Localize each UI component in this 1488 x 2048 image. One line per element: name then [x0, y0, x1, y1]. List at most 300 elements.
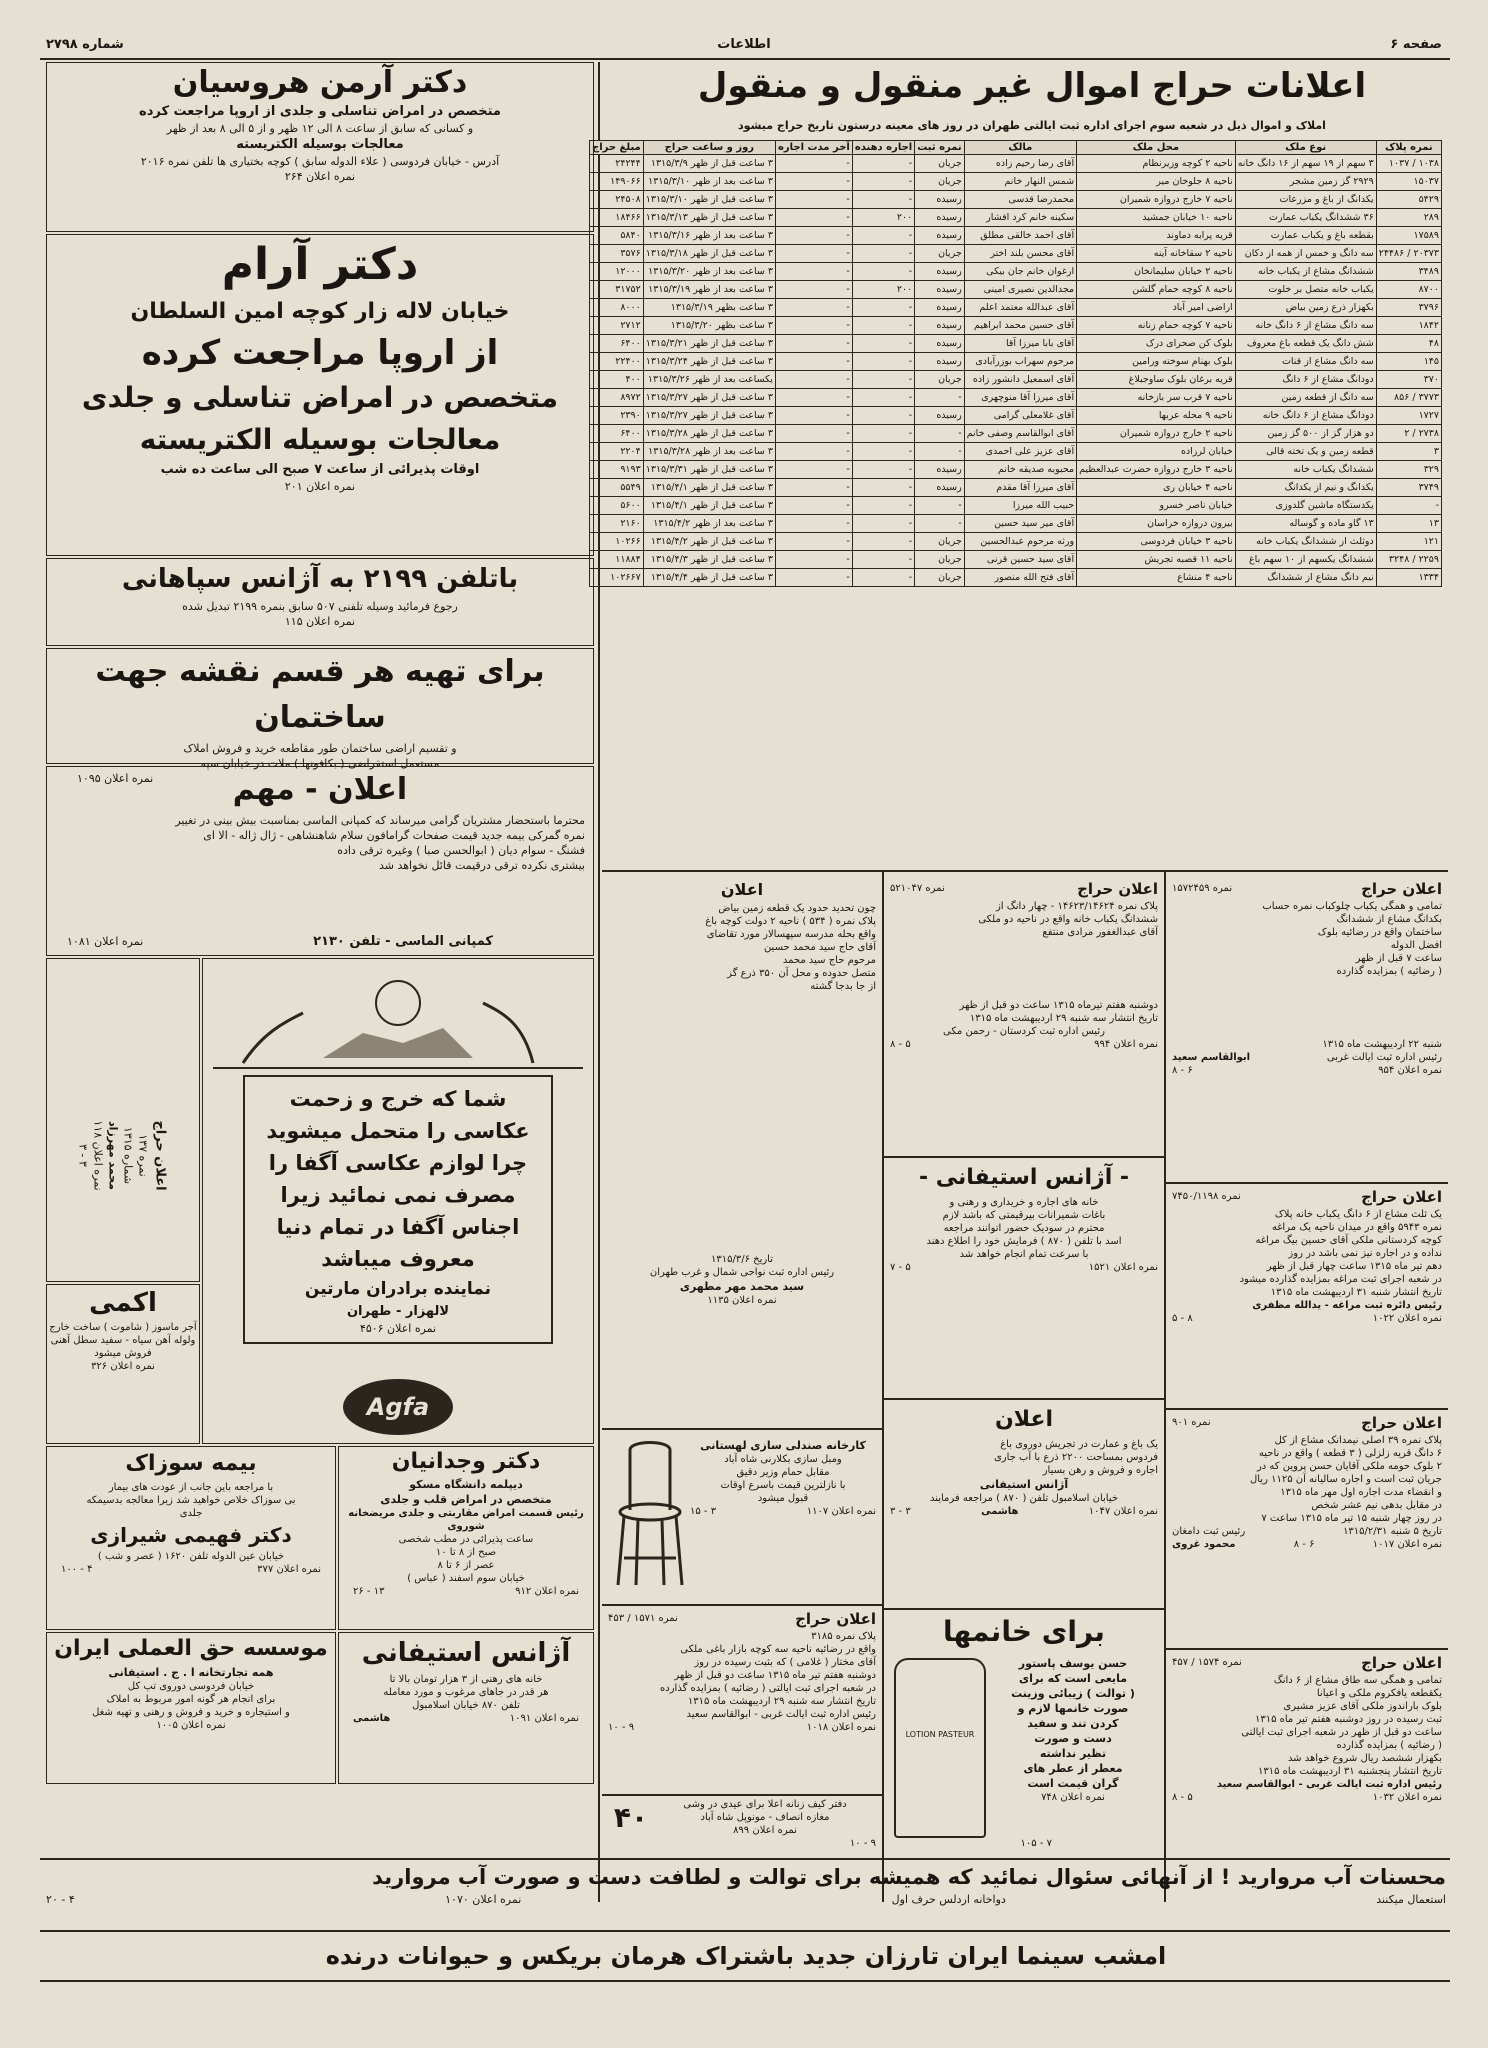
table-row: [590, 209, 1442, 227]
table-cell: ۵۶۰۰: [590, 497, 644, 515]
table-cell: ناحیه ۸ کوچه حمام گلشن: [1077, 281, 1236, 299]
n6-line-6: تاریخ انتشار سه شنبه ۲۹ اردیبهشت ماه ۱۳۱۵: [687, 1696, 876, 1707]
n2-line-2: ششدانگ یکباب خانه واقع در ناحیه دو ملکی: [978, 914, 1158, 925]
n4-number: نمره ۷۴۵۰/۱۱۹۸: [1172, 1191, 1241, 1202]
table-cell: ۶۴۰۰: [590, 425, 644, 443]
n5-line-5: و انقضاء مدت اجاره اول مهر ماه ۱۳۱۵: [1280, 1487, 1442, 1498]
table-cell: بیرون دروازه خراسان: [1077, 515, 1236, 533]
table-cell: ناحیه ۳ خیابان فردوسی: [1077, 533, 1236, 551]
table-cell: آقای ابوالقاسم وصفی خانم: [964, 425, 1076, 443]
table-cell: محبوبه صدیقه خانم: [964, 461, 1076, 479]
agfa-illustration: [203, 963, 593, 1073]
n5-line-9: رئیس ثبت دامغان: [1172, 1526, 1246, 1537]
table-cell: ۱۰۳۸ / ۱۰۳۷: [1376, 155, 1441, 173]
footer-line-1-details: [46, 1892, 1446, 1908]
n3-body-space: [1172, 978, 1442, 1038]
elan-line-4: آژانس استیفانی: [979, 1478, 1069, 1491]
n1-line-11: نمره اعلان ۱۱۳۵: [707, 1295, 777, 1306]
armen-line-1: متخصص در امراض تناسلی و جلدی از اروپا مراجعت کرده: [139, 104, 501, 119]
chair-line-3: با نازلترین قیمت باسرع اوقات: [720, 1480, 846, 1491]
vertical-text: [76, 1001, 169, 1311]
n5-footer: [1172, 1538, 1442, 1551]
stefani2-line-2: هر قدر در جاهای مرغوب و مورد معامله: [383, 1687, 549, 1698]
chair-footer: [690, 1505, 876, 1518]
table-cell: ناحیه ۱۱ قصبه تجریش: [1077, 551, 1236, 569]
table-cell: -: [775, 515, 852, 533]
n4-title: اعلان حراج: [1361, 1188, 1442, 1206]
n6-header: [608, 1608, 876, 1630]
agfa-line-7: نماینده برادران مارتین: [304, 1279, 492, 1299]
vajdan-line-3: رئیس قسمت امراض مقاربتی و جلدی مریضخانه شوروی: [348, 1508, 584, 1532]
table-cell: آقای عزیز علی احمدی: [964, 443, 1076, 461]
table-cell: رسیده: [915, 209, 965, 227]
chair-icon: [610, 1440, 690, 1590]
n4-line-7: تاریخ انتشار شنبه ۳۱ اردیبهشت ماه ۱۳۱۵: [1270, 1287, 1442, 1298]
haq-title: موسسه حق العملی ایران: [54, 1636, 328, 1661]
vajdan-line-4: ساعت پذیرائی در مطب شخصی: [398, 1534, 534, 1545]
chair-line-4: قبول میشود: [757, 1493, 809, 1504]
table-cell: ۱۷۲۷: [1376, 407, 1441, 425]
table-cell: ۳ ساعت بعد از ظهر ۱۳۱۵/۳/۲۰: [643, 263, 775, 281]
table-cell: -: [775, 173, 852, 191]
table-cell: -: [852, 407, 914, 425]
footer-cinema: امشب سینما ایران تارزان جدید باشتراک هرمان بریکس و حیوانات درنده: [325, 1942, 1167, 1970]
n7-line-4: ثبت رسیده در روز دوشنبه هفتم تیر ماه ۱۳۱۵: [1254, 1714, 1442, 1725]
n1-line-3: واقع بحله مدرسه سپهسالار مورد تقاضای: [706, 929, 876, 940]
table-cell: اراضی امیر آباد: [1077, 299, 1236, 317]
vajdan-line-7: خیابان سوم اسفند ( عباس ): [407, 1573, 525, 1584]
haq-line-2: خیابان فردوسی دوروی تپ کل: [127, 1681, 255, 1692]
notice-auction-4: [1168, 1186, 1446, 1406]
farsh-line-4: ۴۰: [613, 1801, 649, 1834]
table-row: [590, 407, 1442, 425]
chair-line-1: ومبل سازی بکلارنی شاه آباد: [724, 1454, 842, 1465]
plan-line-3: نمره اعلان ۱۰۹۵: [77, 772, 154, 785]
table-cell: رسیده: [915, 281, 965, 299]
n3-line-10: نمره اعلان ۹۵۴: [1378, 1065, 1442, 1076]
insurance-title: بیمه سوزاک: [125, 1451, 257, 1476]
farsh-text: [654, 1798, 876, 1837]
table-cell: نیم دانگ مشاع از ششدانگ: [1235, 569, 1376, 587]
table-cell: -: [852, 191, 914, 209]
n6-line-1: پلاک نمره ۳۱۸۵: [811, 1631, 876, 1642]
table-cell: ۲۳۹۰: [590, 407, 644, 425]
table-cell: ۱۳ گاو ماده و گوساله: [1235, 515, 1376, 533]
important-line-2: نمره گمرکی بیمه جدید قیمت صفحات گرامافون سلام شاهنشاهی - ژال ژاله - الا ای: [203, 829, 585, 842]
table-cell: ۳: [1376, 443, 1441, 461]
table-cell: جریان: [915, 533, 965, 551]
ad-chair-factory: [604, 1432, 880, 1602]
table-cell: -: [852, 371, 914, 389]
agfa-text-frame: [243, 1075, 553, 1344]
table-cell: بلوک کن صحرای درک: [1077, 335, 1236, 353]
table-cell: ۳ ساعت قبل از ظهر ۱۳۱۵/۳/۲۱: [643, 335, 775, 353]
page-number: صفحه ۶: [1390, 37, 1442, 52]
table-cell: یکدانگ از باغ و مزرعات: [1235, 191, 1376, 209]
elan-line-2: فردوس بمساحت ۲۲۰۰ ذرع با آب جاری: [993, 1452, 1158, 1463]
table-cell: آقای محسن بلند اختر: [964, 245, 1076, 263]
agfa-line-4: مصرف نمی نمائید زیرا: [280, 1183, 516, 1207]
table-cell: ۳ ساعت قبل از ظهر ۱۳۱۵/۴/۱: [643, 479, 775, 497]
table-cell: -: [775, 425, 852, 443]
n6-footer: [608, 1721, 876, 1734]
table-cell: ۳ ساعت بعد از ظهر ۱۳۱۵/۳/۱۰: [643, 173, 775, 191]
vertical-line-2: نمره ۱۳۷: [136, 1134, 150, 1177]
table-cell: قریه برغان بلوک ساوجبلاغ: [1077, 371, 1236, 389]
table-cell: ناحیه ۲ خیابان سلیمانخان: [1077, 263, 1236, 281]
vajdan-line-1: دیپلمه دانشگاه مسکو: [409, 1478, 523, 1491]
table-row: [590, 515, 1442, 533]
table-row: [590, 551, 1442, 569]
ad-stefani-agency-1: [886, 1160, 1162, 1396]
table-cell: حبیب الله میرزا: [964, 497, 1076, 515]
vajdan-line-2: متخصص در امراض قلب و جلدی: [380, 1493, 552, 1506]
table-cell: -: [775, 317, 852, 335]
auction-bottom-rule: [602, 870, 1448, 872]
vertical-line-6: ۳ - ۳: [76, 1144, 90, 1167]
vertical-line-5: نمره اعلان ۱۱۸: [91, 1120, 105, 1191]
masthead-rule: [40, 58, 1450, 60]
table-cell: ۸۰۰۰: [590, 299, 644, 317]
important-line-1: محترما باستحضار مشتریان گرامی میرساند که کمپانی الماسی بمناسبت بیش بینی در تغییر: [175, 814, 585, 827]
table-row: [590, 299, 1442, 317]
stefani1-title: - آژانس استیفانی -: [918, 1165, 1130, 1190]
table-cell: دوثلث از ششدانگ یکباب خانه: [1235, 533, 1376, 551]
agfa-line-5: اجناس آگفا در تمام دنیا: [276, 1215, 520, 1239]
table-cell: ناحیه ۲ خارج دروازه شمیران: [1077, 425, 1236, 443]
insurance-line-2: بی سوزاک خلاص خواهید شد زیرا معالجه بدسیمکه: [86, 1495, 296, 1506]
table-cell: سه دانگ و خمس از همه از دکان: [1235, 245, 1376, 263]
table-cell: ۳ ساعت بظهر ۱۳۱۵/۳/۲۰: [643, 317, 775, 335]
auction-header-cell: اجاره‌ دهنده: [852, 141, 914, 155]
stefani1-line-4: اسد با تلفن ( ۸۷۰ ) فرمایش خود را اطلاع دهند: [926, 1236, 1122, 1247]
table-cell: رسیده: [915, 191, 965, 209]
armen-line-2: و کسانی که سابق از ساعت ۸ الی ۱۲ ظهر و از ۵ الی ۸ بعد از ظهر: [166, 122, 474, 135]
table-cell: ۱۰۲۶۶: [590, 533, 644, 551]
table-cell: -: [852, 425, 914, 443]
table-cell: -: [915, 425, 965, 443]
n2-number: نمره ۵۲۱۰۴۷: [890, 883, 945, 894]
houses-line-6: دست و صورت: [1034, 1732, 1112, 1745]
insurance-line-4: دکتر فهیمی شیرازی: [90, 1523, 292, 1547]
table-cell: ناحیه ۳ خارج دروازه حضرت عبدالعظیم: [1077, 461, 1236, 479]
vajdan-line-8: نمره اعلان ۹۱۲: [515, 1586, 579, 1597]
table-cell: رسیده: [915, 299, 965, 317]
table-cell: -: [852, 551, 914, 569]
auction-title: اعلانات حراج اموال غیر منقول و منقول: [697, 66, 1367, 106]
auction-table-body: [590, 155, 1442, 587]
stefani2-line-4: نمره اعلان ۱۰۹۱: [509, 1713, 579, 1724]
ad-vertical-notice: [46, 958, 200, 1282]
table-cell: ۲۷۳۸ / ۲: [1376, 425, 1441, 443]
table-cell: ۳ ساعت قبل از ظهر ۱۳۱۵/۳/۱۳: [643, 209, 775, 227]
table-cell: بقطعه باغ و یکباب عمارت: [1235, 227, 1376, 245]
auction-table-wrap: [592, 140, 1442, 864]
table-cell: آقای رضا رحیم زاده: [964, 155, 1076, 173]
table-cell: رسیده: [915, 479, 965, 497]
table-cell: -: [775, 245, 852, 263]
plan-line-2: مستعمل استقراضی ( بکافونها ) ملات در خیابان سپه: [200, 757, 440, 770]
table-cell: -: [1376, 497, 1441, 515]
table-cell: دودانگ مشاع از ۶ دانگ خانه: [1235, 407, 1376, 425]
n1-line-6: متصل حدوده و محل آن ۳۵۰ ذرع گز: [727, 968, 876, 979]
n7-header: [1172, 1652, 1442, 1674]
n7-line-1: تمامی و همگی سه طاق مشاع از ۶ دانگ: [1273, 1675, 1442, 1686]
notice-auction-3: [1168, 878, 1446, 1180]
notice-auction-7: [1168, 1652, 1446, 1856]
aram-title: دکتر آرام: [221, 239, 419, 290]
n1-line-1: چون تحدید حدود یک قطعه زمین بیاض: [718, 903, 876, 914]
table-cell: ۱۸۴۶۶: [590, 209, 644, 227]
table-cell: سه دانگ از قطعه زمین: [1235, 389, 1376, 407]
ad-sepahani: [46, 558, 594, 646]
table-cell: ناحیه ۷ کوچه حمام زنانه: [1077, 317, 1236, 335]
table-cell: ۱۸۴۲: [1376, 317, 1441, 335]
farsh-line-2: مغازه انصاف - مونوپل شاه آباد: [700, 1812, 830, 1823]
elan-line-5: خیابان اسلامبول تلفن ( ۸۷۰ ) مراجعه فرمایند: [929, 1493, 1119, 1504]
table-cell: -: [852, 389, 914, 407]
table-cell: ۱۳: [1376, 515, 1441, 533]
vajdan-line-6: عصر از ۶ تا ۸: [437, 1560, 495, 1571]
table-cell: آقای میرزا آقا مقدم: [964, 479, 1076, 497]
n5-header: [1172, 1412, 1442, 1434]
table-cell: ارغوان خانم جان بیکی: [964, 263, 1076, 281]
notice-auction-2: [886, 878, 1162, 1154]
landscape-icon: [323, 1028, 473, 1058]
table-cell: شش دانگ یک قطعه باغ معروف: [1235, 335, 1376, 353]
n5-line-2: ۶ دانگ قریه زلزلی ( ۳ قطعه ) واقع در ناحیه: [1258, 1448, 1442, 1459]
table-cell: جریان: [915, 551, 965, 569]
sun-icon: [376, 981, 420, 1025]
stefani2-title: آژانس استیفانی: [361, 1638, 571, 1668]
chair-line-5: نمره اعلان ۱۱۰۷: [806, 1506, 876, 1517]
table-cell: سه دانگ مشاع از قنات: [1235, 353, 1376, 371]
table-cell: دودانگ مشاع از ۶ دانگ: [1235, 371, 1376, 389]
akmi-line-4: نمره اعلان ۳۲۶: [91, 1361, 155, 1372]
table-cell: رسیده: [915, 317, 965, 335]
footer-line-1c: دواخانه اردلس حرف اول: [891, 1893, 1006, 1906]
armen-line-4: آدرس - خیابان فردوسی ( علاء الدوله سابق ) کوچه بختیاری ها تلفن نمره ۲۰۱۶: [140, 155, 500, 168]
table-row: [590, 317, 1442, 335]
ad-haq-institute: [46, 1632, 336, 1784]
agfa-line-9: نمره اعلان ۴۵۰۶: [359, 1322, 437, 1335]
n3-line-9: ابوالقاسم سعید: [1172, 1052, 1251, 1063]
table-cell: -: [852, 245, 914, 263]
table-cell: ۳ ساعت بظهر ۱۳۱۵/۳/۱۹: [643, 299, 775, 317]
ad-building-plan: [46, 648, 594, 785]
aram-line-1: خیابان لاله زار کوچه امین السلطان: [130, 299, 510, 324]
table-cell: -: [852, 173, 914, 191]
n1-line-10: سید محمد مهر مطهری: [679, 1280, 805, 1293]
houses-line-5: کردن تند و سفید: [1027, 1717, 1119, 1730]
table-cell: ۳ ساعت قبل از ظهر ۱۳۱۵/۴/۴: [643, 569, 775, 587]
table-cell: ۳۷۴۹: [1376, 479, 1441, 497]
table-cell: -: [775, 533, 852, 551]
table-cell: ۲۱۶۰: [590, 515, 644, 533]
houses-line-1: حسن یوسف پاستور: [1018, 1657, 1128, 1670]
auction-header-cell: نمره ثبت: [915, 141, 965, 155]
table-cell: -: [775, 407, 852, 425]
n5-line-11: نمره اعلان ۱۰۱۷: [1372, 1539, 1442, 1550]
houses-line-9: گران قیمت است: [1027, 1777, 1119, 1790]
important-line-3: فشنگ - سوام دیان ( ابوالحسن صبا ) وغیره ترقی داده: [337, 844, 585, 857]
n7-line-10: نمره اعلان ۱۰۳۲: [1372, 1792, 1442, 1803]
n3-number: نمره ۱۵۷۲۴۵۹: [1172, 883, 1233, 894]
table-cell: ۲۹۲۹ گز زمین مشجر: [1235, 173, 1376, 191]
table-row: [590, 425, 1442, 443]
table-cell: خیابان ناصر خسرو: [1077, 497, 1236, 515]
houses-line-4: صورت خانمها لازم و: [1017, 1702, 1129, 1715]
table-cell: ۳۶ ششدانگ یکباب عمارت: [1235, 209, 1376, 227]
table-cell: ناحیه ۲ سقاخانه آینه: [1077, 245, 1236, 263]
n1-line-5: مرحوم حاج سید محمد: [782, 955, 876, 966]
table-cell: آقای میر سید حسین: [964, 515, 1076, 533]
farsh-line-5: ۹ - ۱۰: [849, 1838, 876, 1849]
table-row: [590, 173, 1442, 191]
n1-line-8: تاریخ ۱۳۱۵/۳/۶: [710, 1254, 774, 1265]
footer-line-1e: ۴ - ۲۰: [46, 1893, 75, 1906]
table-cell: ۳ ساعت قبل از ظهر ۱۳۱۵/۴/۳: [643, 551, 775, 569]
agfa-line-3: چرا لوازم عکاسی آگفا را: [268, 1151, 528, 1175]
table-cell: ۲۰۳۷۳ / ۲۴۴۸۶: [1376, 245, 1441, 263]
table-cell: ۵۵۴۹: [590, 479, 644, 497]
n6-line-5: در شعبه اجرای ثبت ایالتی ( رضائیه ) بمزایده گذارده: [660, 1683, 876, 1694]
table-cell: -: [852, 227, 914, 245]
elan-line-1: یک باغ و عمارت در تجریش دوروی باغ: [1000, 1439, 1158, 1450]
table-cell: ۳ سهم از ۱۹ سهم از ۱۶ دانگ خانه: [1235, 155, 1376, 173]
important-title: اعلان - مهم: [232, 772, 408, 807]
houses-line-11: ۷ - ۱۰۵: [1020, 1838, 1052, 1849]
table-cell: جریان: [915, 155, 965, 173]
lotion-bottle-icon: [894, 1658, 986, 1838]
n2-line-7: نمره اعلان ۹۹۴: [1094, 1039, 1158, 1050]
middle-divider: [882, 872, 884, 1902]
n3-header: [1172, 878, 1442, 900]
table-cell: ۱۳۳۴: [1376, 569, 1441, 587]
table-cell: -: [852, 299, 914, 317]
table-cell: ۲۲۵۹ / ۳۲۴۸: [1376, 551, 1441, 569]
table-row: [590, 461, 1442, 479]
ad-dr-aram: [46, 234, 594, 556]
table-cell: آقای اسمعیل دانشور زاده: [964, 371, 1076, 389]
aram-line-3: متخصص در امراض تناسلی و جلدی: [81, 381, 559, 414]
n4-header: [1172, 1186, 1442, 1208]
table-cell: یکساعت بعد از ظهر ۱۳۱۵/۳/۲۶: [643, 371, 775, 389]
n3-line-3: ساختمان واقع در رضائیه بلوک: [1317, 927, 1442, 938]
table-cell: یکدانگ و نیم از یکدانگ: [1235, 479, 1376, 497]
auction-header-cell: محل ملک: [1077, 141, 1236, 155]
n6-line-9: ۹ - ۱۰: [608, 1722, 635, 1733]
table-cell: ۳ ساعت قبل از ظهر ۱۳۱۵/۴/۱: [643, 497, 775, 515]
table-cell: شمس النهار خانم: [964, 173, 1076, 191]
plan-line-1: و تقسیم اراضی ساختمان طور مقاطعه خرید و فروش املاک: [183, 742, 457, 755]
n7-line-8: تاریخ انتشار پنجشنبه ۳۱ اردیبهشت ماه ۱۳۱۵: [1257, 1766, 1442, 1777]
table-cell: ۲۷۱۲: [590, 317, 644, 335]
auction-subtitle: املاک و اموال ذیل در شعبه سوم اجرای اداره ثبت ایالتی طهران در روز های معینه درستون تاریخ حراج میشود: [738, 119, 1326, 132]
important-line-4: بیشتری نکرده ترقی درقیمت قائل نخواهد شد: [378, 859, 585, 872]
armen-line-5: نمره اعلان ۲۶۴: [284, 170, 356, 183]
stefani2-footer: [339, 1712, 593, 1725]
table-cell: ناحیه ۷ خارج دروازه شمیران: [1077, 191, 1236, 209]
table-cell: محمدرضا قدسی: [964, 191, 1076, 209]
vertical-line-4: محمد مهرزاد: [106, 1121, 120, 1190]
table-cell: -: [775, 299, 852, 317]
table-row: [590, 353, 1442, 371]
n7-line-5: ساعت دو قبل از ظهر در شعبه اجرای ثبت ایالتی: [1241, 1727, 1442, 1738]
stefani2-line-3: تلفن ۸۷۰ خیابان اسلامبول: [412, 1700, 520, 1711]
akmi-line-1: آجر ماسوز ( شاموت ) ساخت خارج: [49, 1322, 197, 1333]
n4-line-3: کوچه کردستانی ملکی آقای حسین بیگ مراغه: [1255, 1235, 1442, 1246]
table-row: [590, 155, 1442, 173]
houses-line-3: ( توالت ) زیبائی وزینت: [1011, 1687, 1135, 1700]
table-cell: ۳۵۷۶: [590, 245, 644, 263]
stefani1-footer: [890, 1261, 1158, 1274]
n2-line-3: آقای عبدالغفور مرادی منتفع: [1042, 927, 1158, 938]
table-cell: جریان: [915, 173, 965, 191]
table-cell: رسیده: [915, 461, 965, 479]
table-cell: ۲۲۴۰۰: [590, 353, 644, 371]
stefani1-line-5: با سرعت تمام انجام خواهد شد: [959, 1249, 1089, 1260]
table-cell: ۲۸۹: [1376, 209, 1441, 227]
table-cell: ناحیه ۹ محله عربها: [1077, 407, 1236, 425]
sepahani-line-1: رجوع فرمائید وسیله تلفنی ۵۰۷ سابق بنمره ۲۱۹۹ تبدیل شده: [182, 600, 458, 613]
stefani2-line-1: خانه های رهنی از ۳ هزار تومان بالا تا: [389, 1674, 543, 1685]
table-cell: -: [852, 479, 914, 497]
n6-line-3: آقای مختار ( غلامی ) که بثبت رسیده در روز: [694, 1657, 876, 1668]
n5-line-8: تاریخ ۵ شنبه ۱۳۱۵/۲/۳۱: [1343, 1526, 1442, 1537]
n2-rule: [884, 1156, 1164, 1158]
table-cell: مجدالدین نصیری امینی: [964, 281, 1076, 299]
table-row: [590, 479, 1442, 497]
n2-body-space: [890, 939, 1158, 999]
n1-line-7: از جا بدجا گشته: [810, 981, 876, 992]
table-row: [590, 281, 1442, 299]
table-cell: ۳۷۹۶: [1376, 299, 1441, 317]
n2-footer: [890, 1038, 1158, 1051]
table-cell: ۳ ساعت قبل از ظهر ۱۳۱۵/۳/۹: [643, 155, 775, 173]
armen-title: دکتر آرمن هروسیان: [172, 65, 468, 100]
footer-line-1: محسنات آب مروارید ! از آنهائی سئوال نمائید که همیشه برای توالت و لطافت دست و صورت آب مروارید: [372, 1865, 1446, 1889]
farsh-row: [608, 1798, 876, 1837]
table-cell: سه دانگ مشاع از ۶ دانگ خانه: [1235, 317, 1376, 335]
table-cell: ناحیه ۸ جلوخان میر: [1077, 173, 1236, 191]
auction-header-cell: مالک: [964, 141, 1076, 155]
n3-sign: [1172, 1051, 1442, 1064]
table-cell: ۳ ساعت قبل از ظهر ۱۳۱۵/۳/۲۷: [643, 407, 775, 425]
table-cell: ۳ ساعت قبل از ظهر ۱۳۱۵/۳/۲۷: [643, 389, 775, 407]
armen-line-3: معالجات بوسیله الکتریسته: [236, 137, 404, 152]
n1-rule: [602, 1428, 882, 1430]
table-row: [590, 389, 1442, 407]
haq-line-5: نمره اعلان ۱۰۰۵: [156, 1720, 226, 1731]
n5-line-3: ۲ بلوک حومه ملکی آقایان حسن پروین که در: [1256, 1461, 1442, 1472]
n4-footer: [1172, 1312, 1442, 1325]
n5-line-12: ۶ - ۸: [1293, 1539, 1315, 1550]
table-cell: مرحوم سهراب بوزرآبادی: [964, 353, 1076, 371]
n3-title: اعلان حراج: [1361, 880, 1442, 898]
elan-line-7: هاشمی: [981, 1506, 1019, 1517]
table-cell: یکدستگاه ماشین گلدوزی: [1235, 497, 1376, 515]
table-cell: ۳ ساعت قبل از ظهر ۱۳۱۵/۳/۱۸: [643, 245, 775, 263]
stefani1-line-1: خانه های اجاره و خریداری و رهنی و: [949, 1197, 1099, 1208]
agfa-logo: Agfa: [343, 1379, 453, 1435]
n3-line-6: ( رضائیه ) بمزایده گذارده: [1336, 966, 1442, 977]
vajdan-line-9: ۱۳ - ۲۶: [353, 1586, 385, 1597]
table-cell: ۱۷۵۸۹: [1376, 227, 1441, 245]
table-row: [590, 569, 1442, 587]
stefani1-rule: [884, 1398, 1164, 1400]
ad-akmi: [46, 1284, 200, 1444]
